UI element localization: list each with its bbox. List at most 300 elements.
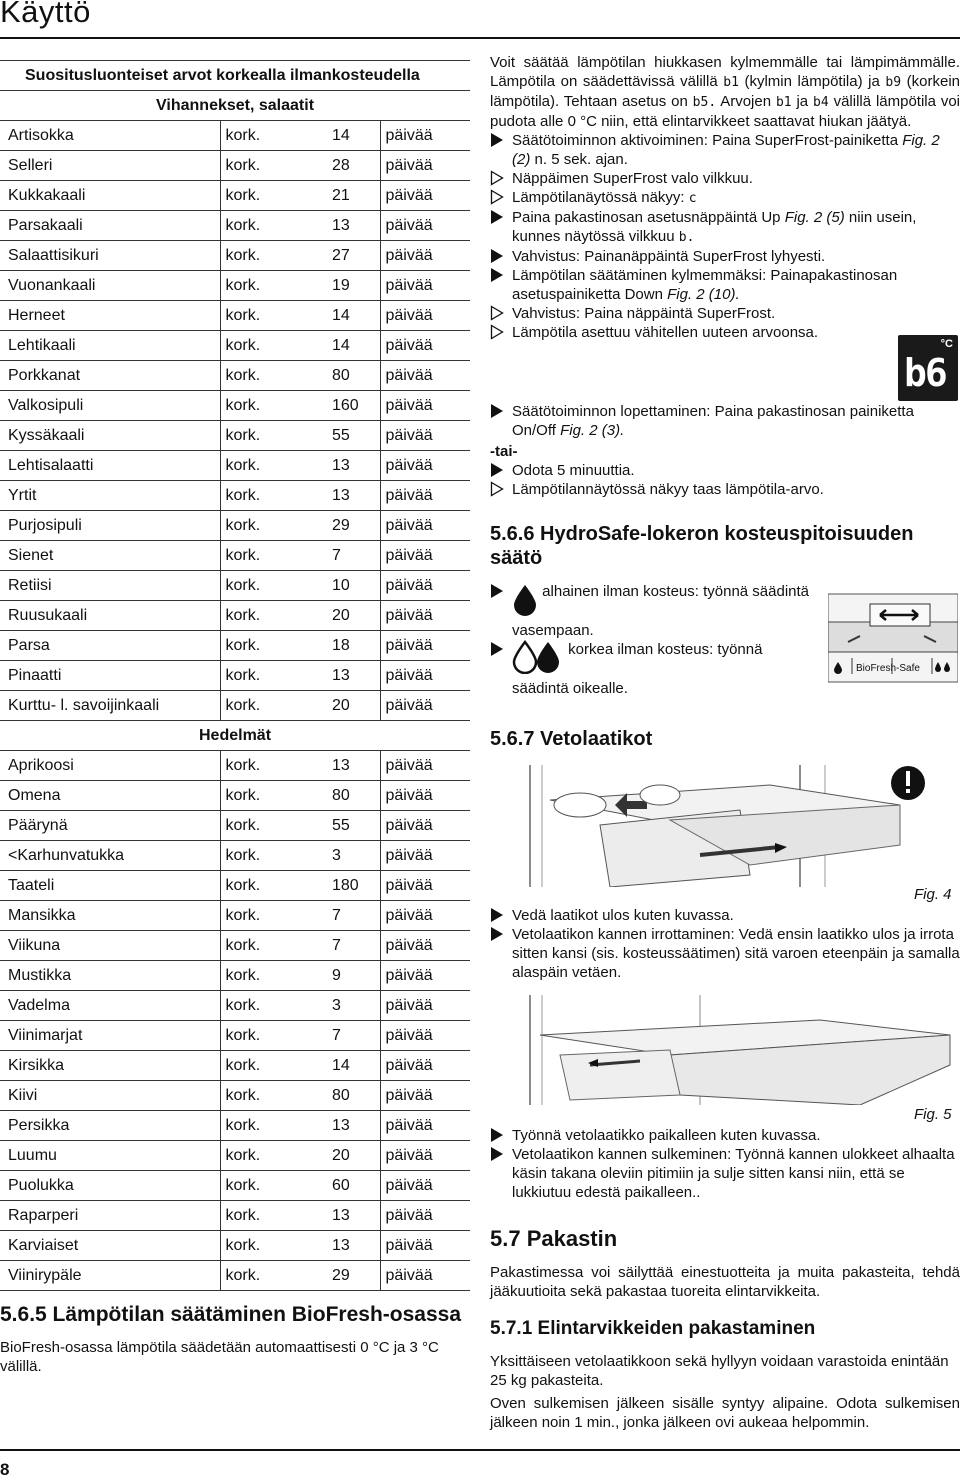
humidity-slider-figure: [828, 582, 958, 692]
temperature-display: [898, 335, 958, 401]
duration-unit: päivää: [380, 691, 470, 721]
duration-prefix: kork.: [220, 151, 330, 181]
table-row: [0, 151, 470, 181]
duration-unit: päivää: [380, 931, 470, 961]
table-row: [0, 841, 470, 871]
item-name: Persikka: [0, 1111, 220, 1141]
duration-unit: päivää: [380, 481, 470, 511]
arrow-outline-icon: [490, 189, 506, 205]
steps-area-567a: [490, 906, 960, 982]
duration-days: 13: [330, 1201, 380, 1231]
or-separator: -tai-: [490, 443, 518, 460]
display-glyph: b9: [885, 75, 902, 90]
arrow-filled-icon: [490, 248, 506, 264]
table-row: [0, 331, 470, 361]
duration-prefix: kork.: [220, 751, 330, 781]
instruction-step: [490, 247, 960, 266]
item-name: Kukkakaali: [0, 181, 220, 211]
table-row: [0, 451, 470, 481]
step-text: Työnnä vetolaatikko paikalleen kuten kuvassa.: [512, 1127, 821, 1144]
item-name: Viinimarjat: [0, 1021, 220, 1051]
table-row: [0, 1171, 470, 1201]
duration-days: 13: [330, 1231, 380, 1261]
step-text: Vedä laatikot ulos kuten kuvassa.: [512, 907, 734, 924]
duration-days: 13: [330, 751, 380, 781]
humidity-low-step: [490, 582, 820, 640]
intro-text-3: (korkein lämpötila). Tehtaan asetus on: [490, 73, 960, 110]
item-name: Puolukka: [0, 1171, 220, 1201]
duration-unit: päivää: [380, 781, 470, 811]
section-571-text-2: Oven sulkemisen jälkeen sisälle syntyy alipaine. Odota sulkemisen jälkeen noin 1 min., jonka jälkeen ovi aukeaa helpommin.: [490, 1395, 960, 1431]
item-name: Omena: [0, 781, 220, 811]
arrow-outline-icon: [490, 481, 506, 497]
instruction-step: [490, 323, 960, 342]
duration-prefix: kork.: [220, 631, 330, 661]
arrow-filled-icon: [490, 907, 506, 923]
step-text: Vahvistus: Paina näppäintä SuperFrost.: [512, 305, 776, 322]
item-name: Karviaiset: [0, 1231, 220, 1261]
duration-days: 14: [330, 331, 380, 361]
duration-days: 20: [330, 691, 380, 721]
steps-area-2: [490, 402, 960, 499]
step-text: Lämpötila asettuu vähitellen uuteen arvoonsa.: [512, 324, 819, 341]
step-text: Säätötoiminnon aktivoiminen: Paina SuperFrost-painiketta: [512, 132, 899, 149]
duration-days: 55: [330, 421, 380, 451]
duration-days: 10: [330, 571, 380, 601]
instruction-step: [490, 1126, 960, 1145]
duration-unit: päivää: [380, 241, 470, 271]
duration-unit: päivää: [380, 541, 470, 571]
item-name: Mustikka: [0, 961, 220, 991]
intro-paragraph: [490, 53, 960, 131]
instruction-step: [490, 266, 960, 304]
duration-days: 28: [330, 151, 380, 181]
duration-unit: päivää: [380, 451, 470, 481]
section-57-heading: 5.7 Pakastin: [490, 1226, 618, 1251]
section-title: Vihannekset, salaatit: [0, 91, 470, 121]
duration-days: 20: [330, 1141, 380, 1171]
duration-unit: päivää: [380, 211, 470, 241]
duration-prefix: kork.: [220, 1171, 330, 1201]
display-glyph: b4: [813, 95, 829, 110]
table-row: [0, 301, 470, 331]
table-row: [0, 241, 470, 271]
duration-unit: päivää: [380, 1141, 470, 1171]
figure-reference: Fig. 2 (5): [784, 209, 845, 226]
duration-days: 13: [330, 661, 380, 691]
duration-prefix: kork.: [220, 301, 330, 331]
duration-days: 80: [330, 361, 380, 391]
table-section-header: [0, 721, 470, 751]
arrow-filled-icon: [490, 641, 506, 657]
item-name: Valkosipuli: [0, 391, 220, 421]
section-571-text-1: Yksittäiseen vetolaatikkoon sekä hyllyyn voidaan varastoida enintään 25 kg pakasteita.: [490, 1353, 949, 1389]
table-row: [0, 691, 470, 721]
duration-days: 7: [330, 541, 380, 571]
instruction-step: [490, 480, 960, 499]
instruction-step: [490, 461, 960, 480]
duration-prefix: kork.: [220, 871, 330, 901]
drawer-pull-illustration: [520, 765, 960, 887]
table-row: [0, 661, 470, 691]
duration-prefix: kork.: [220, 451, 330, 481]
duration-days: 13: [330, 1111, 380, 1141]
arrow-filled-icon: [490, 209, 506, 225]
duration-unit: päivää: [380, 331, 470, 361]
item-name: Artisokka: [0, 121, 220, 151]
duration-days: 13: [330, 211, 380, 241]
item-name: Pinaatti: [0, 661, 220, 691]
item-name: Viinirypäle: [0, 1261, 220, 1291]
table-row: [0, 541, 470, 571]
item-name: Ruusukaali: [0, 601, 220, 631]
table-row: [0, 421, 470, 451]
table-row: [0, 121, 470, 151]
display-glyph: b1: [775, 95, 792, 110]
steps-list-567b: [490, 1126, 960, 1202]
item-name: <Karhunvatukka: [0, 841, 220, 871]
duration-prefix: kork.: [220, 1021, 330, 1051]
duration-prefix: kork.: [220, 841, 330, 871]
arrow-filled-icon: [490, 583, 506, 599]
section-565-text: BioFresh-osassa lämpötila säädetään automaattisesti 0 °C ja 3 °C välillä.: [0, 1339, 439, 1375]
arrow-filled-icon: [490, 1127, 506, 1143]
figure-reference: Fig. 2 (10).: [667, 286, 740, 303]
item-name: Parsa: [0, 631, 220, 661]
step-text: Vetolaatikon kannen sulkeminen: Työnnä kannen ulokkeet alhaalta käsin takana oleviin pitimiin ja sulje sitten kansi niin, että se lukkiutuu edestä paikalleen..: [512, 1146, 955, 1201]
duration-unit: päivää: [380, 151, 470, 181]
duration-prefix: kork.: [220, 511, 330, 541]
page-title: Käyttö: [0, 0, 91, 29]
table-row: [0, 211, 470, 241]
table-row: [0, 1261, 470, 1291]
display-glyph: b1: [723, 75, 739, 90]
instruction-step: [490, 304, 960, 323]
duration-days: 29: [330, 1261, 380, 1291]
duration-unit: päivää: [380, 1111, 470, 1141]
intro-text-4: Arvojen: [720, 93, 772, 110]
table-row: [0, 511, 470, 541]
item-name: Kirsikka: [0, 1051, 220, 1081]
duration-days: 14: [330, 301, 380, 331]
duration-prefix: kork.: [220, 421, 330, 451]
step-text-tail: n. 5 sek. ajan.: [530, 151, 628, 168]
duration-prefix: kork.: [220, 211, 330, 241]
item-name: Yrtit: [0, 481, 220, 511]
steps-area-567b: [490, 1126, 960, 1202]
humidity-high-text: korkea ilman kosteus: työnnä säädintä oikealle.: [512, 641, 763, 697]
duration-days: 13: [330, 451, 380, 481]
step-text: Säätötoiminnon lopettaminen: Paina pakastinosan painiketta On/Off: [512, 403, 914, 439]
intro-text-1: Voit säätää lämpötilan hiukkasen kylmemmälle tai lämpimämmälle. Lämpötila on säädettävissä välillä: [490, 54, 960, 90]
figure-reference: Fig. 2 (2): [512, 132, 940, 168]
duration-prefix: kork.: [220, 331, 330, 361]
section-571-heading: 5.7.1 Elintarvikkeiden pakastaminen: [490, 1318, 816, 1339]
duration-prefix: kork.: [220, 181, 330, 211]
item-name: Herneet: [0, 301, 220, 331]
table-row: [0, 931, 470, 961]
steps-list-2: [490, 402, 960, 440]
table-row: [0, 961, 470, 991]
table-row: [0, 601, 470, 631]
steps-list-3: [490, 461, 960, 499]
item-name: Kurttu- l. savoijinkaali: [0, 691, 220, 721]
item-name: Raparperi: [0, 1201, 220, 1231]
duration-days: 14: [330, 1051, 380, 1081]
step-text: Näppäimen SuperFrost valo vilkkuu.: [512, 170, 753, 187]
table-row: [0, 571, 470, 601]
duration-prefix: kork.: [220, 391, 330, 421]
table-row: [0, 181, 470, 211]
instruction-step: [490, 131, 960, 169]
duration-unit: päivää: [380, 1081, 470, 1111]
item-name: Viikuna: [0, 931, 220, 961]
arrow-filled-icon: [490, 926, 506, 942]
duration-days: 3: [330, 991, 380, 1021]
duration-days: 27: [330, 241, 380, 271]
arrow-filled-icon: [490, 1146, 506, 1162]
table-row: [0, 271, 470, 301]
table-row: [0, 781, 470, 811]
display-glyph: c: [688, 191, 697, 206]
step-text: Paina pakastinosan asetusnäppäintä Up: [512, 209, 781, 226]
double-droplet-icon: [512, 640, 564, 679]
item-name: Kyssäkaali: [0, 421, 220, 451]
arrow-filled-icon: [490, 403, 506, 419]
instruction-step: [490, 169, 960, 188]
duration-unit: päivää: [380, 811, 470, 841]
item-name: Purjosipuli: [0, 511, 220, 541]
droplet-icon: [512, 584, 538, 621]
duration-days: 180: [330, 871, 380, 901]
duration-prefix: kork.: [220, 1141, 330, 1171]
duration-prefix: kork.: [220, 241, 330, 271]
item-name: Retiisi: [0, 571, 220, 601]
humidity-high: [490, 640, 820, 698]
instruction-step: [490, 1145, 960, 1202]
duration-unit: päivää: [380, 1051, 470, 1081]
display-glyph: b5.: [692, 95, 717, 110]
item-name: Sienet: [0, 541, 220, 571]
humidity-low: [490, 582, 820, 640]
item-name: Luumu: [0, 1141, 220, 1171]
instruction-step: [490, 208, 960, 247]
header-rule: [0, 37, 960, 39]
arrow-outline-icon: [490, 170, 506, 186]
duration-days: 7: [330, 931, 380, 961]
step-text-tail: niin usein, kunnes näytössä vilkkuu: [512, 209, 917, 245]
table-row: [0, 631, 470, 661]
arrow-filled-icon: [490, 267, 506, 283]
duration-prefix: kork.: [220, 931, 330, 961]
duration-prefix: kork.: [220, 601, 330, 631]
duration-unit: päivää: [380, 901, 470, 931]
duration-unit: päivää: [380, 661, 470, 691]
duration-days: 9: [330, 961, 380, 991]
item-name: Aprikoosi: [0, 751, 220, 781]
duration-days: 18: [330, 631, 380, 661]
table-row: [0, 1111, 470, 1141]
item-name: Vuonankaali: [0, 271, 220, 301]
item-name: Salaattisikuri: [0, 241, 220, 271]
duration-unit: päivää: [380, 1021, 470, 1051]
table-row: [0, 361, 470, 391]
figure-5-label: Fig. 5: [914, 1106, 952, 1123]
steps-list-567a: [490, 906, 960, 982]
step-text: Lämpötilan säätäminen kylmemmäksi: Painapakastinosan asetuspainiketta Down: [512, 267, 898, 303]
duration-prefix: kork.: [220, 541, 330, 571]
duration-prefix: kork.: [220, 781, 330, 811]
page-number: 8: [0, 1460, 10, 1479]
right-column: [490, 53, 960, 342]
table-row: [0, 1051, 470, 1081]
duration-unit: päivää: [380, 871, 470, 901]
duration-days: 20: [330, 601, 380, 631]
duration-unit: päivää: [380, 751, 470, 781]
duration-unit: päivää: [380, 511, 470, 541]
duration-days: 80: [330, 1081, 380, 1111]
display-glyph: b.: [678, 230, 695, 245]
table-row: [0, 391, 470, 421]
duration-days: 7: [330, 1021, 380, 1051]
duration-unit: päivää: [380, 601, 470, 631]
duration-unit: päivää: [380, 841, 470, 871]
duration-unit: päivää: [380, 121, 470, 151]
intro-text-6: välillä lämpötila voi pudota alle 0 °C niin, että elintarvikkeet saattavat hiukan jäätyä.: [490, 93, 960, 130]
duration-unit: päivää: [380, 991, 470, 1021]
footer-rule: [0, 1449, 960, 1451]
item-name: Taateli: [0, 871, 220, 901]
instruction-step: [490, 402, 960, 440]
duration-unit: päivää: [380, 1231, 470, 1261]
section-566-heading: 5.6.6 HydroSafe-lokeron kosteuspitoisuuden säätö: [490, 523, 914, 569]
section-565-heading: 5.6.5 Lämpötilan säätäminen BioFresh-osassa: [0, 1303, 461, 1326]
duration-days: 7: [330, 901, 380, 931]
item-name: Päärynä: [0, 811, 220, 841]
humidity-high-step: [490, 640, 820, 698]
item-name: Lehtisalaatti: [0, 451, 220, 481]
step-text: Vetolaatikon kannen irrottaminen: Vedä ensin laatikko ulos ja irrota sitten kansi (sis. kosteussäätimen) sitä varoen eteenpäin ja samalla alaspäin vetäen.: [512, 926, 960, 981]
arrow-outline-icon: [490, 324, 506, 340]
duration-days: 80: [330, 781, 380, 811]
table-row: [0, 871, 470, 901]
duration-unit: päivää: [380, 961, 470, 991]
duration-prefix: kork.: [220, 571, 330, 601]
figure-reference: Fig. 2 (3).: [560, 422, 625, 439]
section-567-heading: 5.6.7 Vetolaatikot: [490, 728, 653, 750]
duration-prefix: kork.: [220, 1111, 330, 1141]
duration-unit: päivää: [380, 1201, 470, 1231]
duration-days: 55: [330, 811, 380, 841]
humidity-low-text: alhainen ilman kosteus: työnnä säädintä vasempaan.: [512, 583, 810, 639]
instruction-step: [490, 188, 960, 208]
duration-days: 19: [330, 271, 380, 301]
table-row: [0, 901, 470, 931]
item-name: Porkkanat: [0, 361, 220, 391]
duration-days: 14: [330, 121, 380, 151]
instruction-step: [490, 925, 960, 982]
table-row: [0, 1021, 470, 1051]
arrow-outline-icon: [490, 305, 506, 321]
duration-days: 3: [330, 841, 380, 871]
table-row: [0, 1141, 470, 1171]
step-text: Odota 5 minuuttia.: [512, 462, 635, 479]
figure-4-label: Fig. 4: [914, 886, 952, 903]
duration-unit: päivää: [380, 301, 470, 331]
duration-prefix: kork.: [220, 901, 330, 931]
duration-unit: päivää: [380, 181, 470, 211]
storage-table: [0, 60, 470, 1291]
item-name: Kiivi: [0, 1081, 220, 1111]
duration-prefix: kork.: [220, 691, 330, 721]
duration-unit: päivää: [380, 631, 470, 661]
duration-days: 29: [330, 511, 380, 541]
duration-prefix: kork.: [220, 1081, 330, 1111]
section-57-text: Pakastimessa voi säilyttää einestuotteita ja muita pakasteita, tehdä jääkuutioita sekä pakastaa tuoreita elintarvikkeita.: [490, 1264, 960, 1300]
step-text: Vahvistus: Painanäppäintä SuperFrost lyhyesti.: [512, 248, 826, 265]
table-row: [0, 1231, 470, 1261]
duration-prefix: kork.: [220, 271, 330, 301]
duration-days: 160: [330, 391, 380, 421]
duration-prefix: kork.: [220, 481, 330, 511]
intro-text-2: (kylmin lämpötila) ja: [744, 73, 880, 90]
drawer-insert-illustration: [520, 995, 960, 1105]
item-name: Selleri: [0, 151, 220, 181]
duration-prefix: kork.: [220, 361, 330, 391]
item-name: Parsakaali: [0, 211, 220, 241]
table-row: [0, 1201, 470, 1231]
table-row: [0, 1081, 470, 1111]
table-section-header: [0, 91, 470, 121]
display-unit: °C: [940, 338, 953, 350]
duration-prefix: kork.: [220, 991, 330, 1021]
duration-days: 21: [330, 181, 380, 211]
arrow-filled-icon: [490, 462, 506, 478]
step-text: Lämpötilanäytössä näkyy:: [512, 189, 685, 206]
duration-prefix: kork.: [220, 1261, 330, 1291]
steps-list-1: [490, 131, 960, 342]
duration-unit: päivää: [380, 361, 470, 391]
item-name: Vadelma: [0, 991, 220, 1021]
arrow-filled-icon: [490, 132, 506, 148]
duration-unit: päivää: [380, 1171, 470, 1201]
section-title: Hedelmät: [0, 721, 470, 751]
duration-prefix: kork.: [220, 121, 330, 151]
table-row: [0, 481, 470, 511]
duration-prefix: kork.: [220, 961, 330, 991]
instruction-step: [490, 906, 960, 925]
table-row: [0, 811, 470, 841]
duration-unit: päivää: [380, 571, 470, 601]
duration-unit: päivää: [380, 271, 470, 301]
duration-prefix: kork.: [220, 811, 330, 841]
duration-prefix: kork.: [220, 1231, 330, 1261]
item-name: Lehtikaali: [0, 331, 220, 361]
item-name: Mansikka: [0, 901, 220, 931]
table-row: [0, 751, 470, 781]
duration-prefix: kork.: [220, 1201, 330, 1231]
duration-unit: päivää: [380, 1261, 470, 1291]
duration-unit: päivää: [380, 391, 470, 421]
display-value: b6: [904, 351, 946, 395]
duration-unit: päivää: [380, 421, 470, 451]
slider-label: BioFresh-Safe: [856, 663, 920, 674]
duration-prefix: kork.: [220, 661, 330, 691]
duration-days: 60: [330, 1171, 380, 1201]
duration-days: 13: [330, 481, 380, 511]
intro-text-5: ja: [796, 93, 809, 110]
table-header: Suositusluonteiset arvot korkealla ilmankosteudella: [0, 61, 470, 91]
